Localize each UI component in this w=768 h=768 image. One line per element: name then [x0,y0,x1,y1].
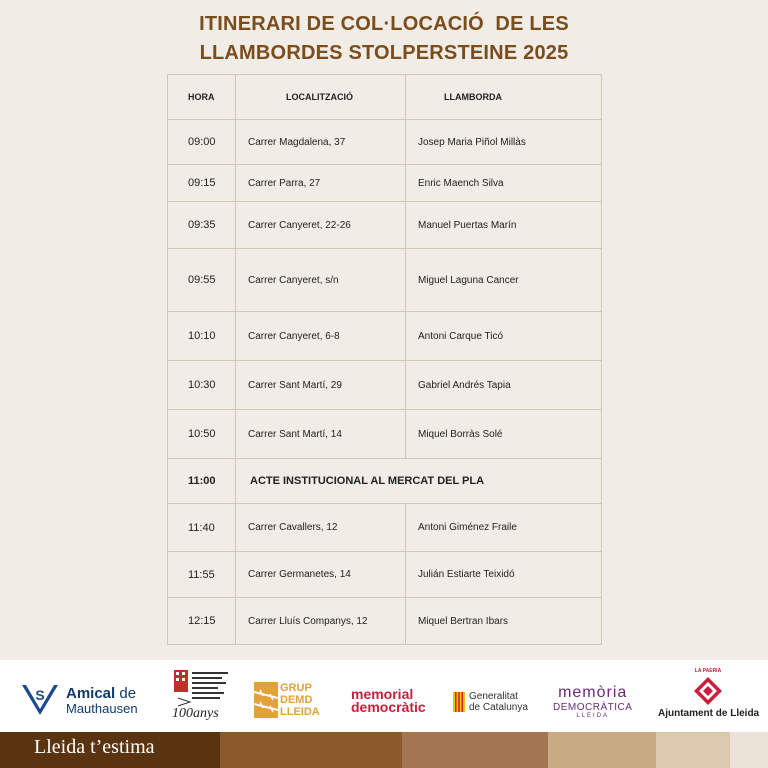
itinerary-table [167,74,602,645]
sponsor-logos-bar [0,660,768,732]
footer-color-segment [656,732,730,768]
cell-llamborda: Miquel Borràs Solé [406,410,602,459]
centenary-logo [170,668,234,726]
table-row [168,202,602,249]
page-title [0,10,768,68]
paeria-small-text: LA PAERIA [694,668,722,674]
cell-llamborda: Julián Estiarte Teixidó [406,552,602,598]
paeria-name: Ajuntament de Lleida [658,708,760,719]
header-localitzacio: LOCALITZACIÓ [236,75,406,120]
centenary-text: 100anys [172,706,219,721]
cell-localitzacio: Carrer Magdalena, 37 [236,120,406,165]
title-line-1: ITINERARI DE COL·LOCACIÓ DE LES [199,13,569,35]
cell-localitzacio: Carrer Parra, 27 [236,165,406,202]
memoria-line-2: DEMOCRÀTICA [553,702,633,713]
grup-line-1: GRUP [280,682,312,694]
cell-llamborda: Miquel Bertran Ibars [406,598,602,645]
header-llamborda: LLAMBORDA [406,75,602,120]
footer-color-segment [548,732,656,768]
table-row [168,410,602,459]
table-row [168,552,602,598]
footer-band [0,732,768,768]
memorial-line-1: memorial [351,686,414,702]
cell-hora: 09:15 [168,165,236,202]
table-row [168,312,602,361]
table-row [168,361,602,410]
cell-hora: 11:40 [168,504,236,552]
cell-hora: 09:35 [168,202,236,249]
cell-hora: 12:15 [168,598,236,645]
cell-llamborda: Antoni Carque Ticó [406,312,602,361]
s-shield-icon [22,685,58,715]
memorial-democratic-logo [351,688,426,714]
footer-color-segment [402,732,548,768]
cell-llamborda: Miguel Laguna Cancer [406,249,602,312]
cell-hora: 11:55 [168,552,236,598]
cell-localitzacio: Carrer Germanetes, 14 [236,552,406,598]
title-line-2: LLAMBORDES STOLPERSTEINE 2025 [199,42,569,64]
cell-localitzacio: Carrer Canyeret, 6-8 [236,312,406,361]
cell-localitzacio: Carrer Sant Martí, 14 [236,410,406,459]
grup-demd-lleida-logo [254,682,344,722]
header-hora: HORA [168,75,236,120]
amical-de: de [119,685,137,702]
table-row [168,504,602,552]
cell-llamborda: Manuel Puertas Marín [406,202,602,249]
table-row [168,598,602,645]
paeria-logo [658,668,758,719]
cell-localitzacio: Carrer Lluís Companys, 12 [236,598,406,645]
cell-localitzacio: Carrer Canyeret, 22-26 [236,202,406,249]
table-row [168,249,602,312]
footer-color-segment [220,732,402,768]
table-row [168,120,602,165]
generalitat-line-2: de Catalunya [469,702,528,713]
memorial-line-2: democràtic [351,699,426,715]
table-row-special [168,459,602,504]
lleida-crest-icon [693,676,723,706]
barbed-wire-icon [254,682,278,718]
memoria-democratica-lleida-logo [553,684,632,719]
special-event: ACTE INSTITUCIONAL AL MERCAT DEL PLA [236,459,602,504]
svg-text:S: S [35,687,45,703]
table-row [168,165,602,202]
cell-hora: 10:30 [168,361,236,410]
cell-llamborda: Antoni Giménez Fraile [406,504,602,552]
generalitat-line-1: Generalitat [469,691,518,702]
cell-hora: 10:50 [168,410,236,459]
cell-hora: 09:55 [168,249,236,312]
cell-llamborda: Enric Maench Silva [406,165,602,202]
cell-hora: 10:10 [168,312,236,361]
grup-line-2: DEMD [280,694,313,706]
table-header-row [168,75,602,120]
special-hora: 11:00 [168,459,236,504]
senyera-icon [453,692,465,712]
amical-word: Amical [66,685,116,702]
cell-llamborda: Gabriel Andrés Tapia [406,361,602,410]
memoria-line-3: LLEIDA [576,713,610,719]
memoria-line-1: memòria [558,684,628,701]
cell-llamborda: Josep Maria Piñol Millàs [406,120,602,165]
amical-line2: Mauthausen [66,701,138,716]
cell-localitzacio: Carrer Cavallers, 12 [236,504,406,552]
grup-line-3: LLEIDA [280,706,320,718]
cell-hora: 09:00 [168,120,236,165]
cell-localitzacio: Carrer Canyeret, s/n [236,249,406,312]
footer-color-segment [730,732,768,768]
footer-brand: Lleida t’estima [34,736,155,758]
cell-localitzacio: Carrer Sant Martí, 29 [236,361,406,410]
